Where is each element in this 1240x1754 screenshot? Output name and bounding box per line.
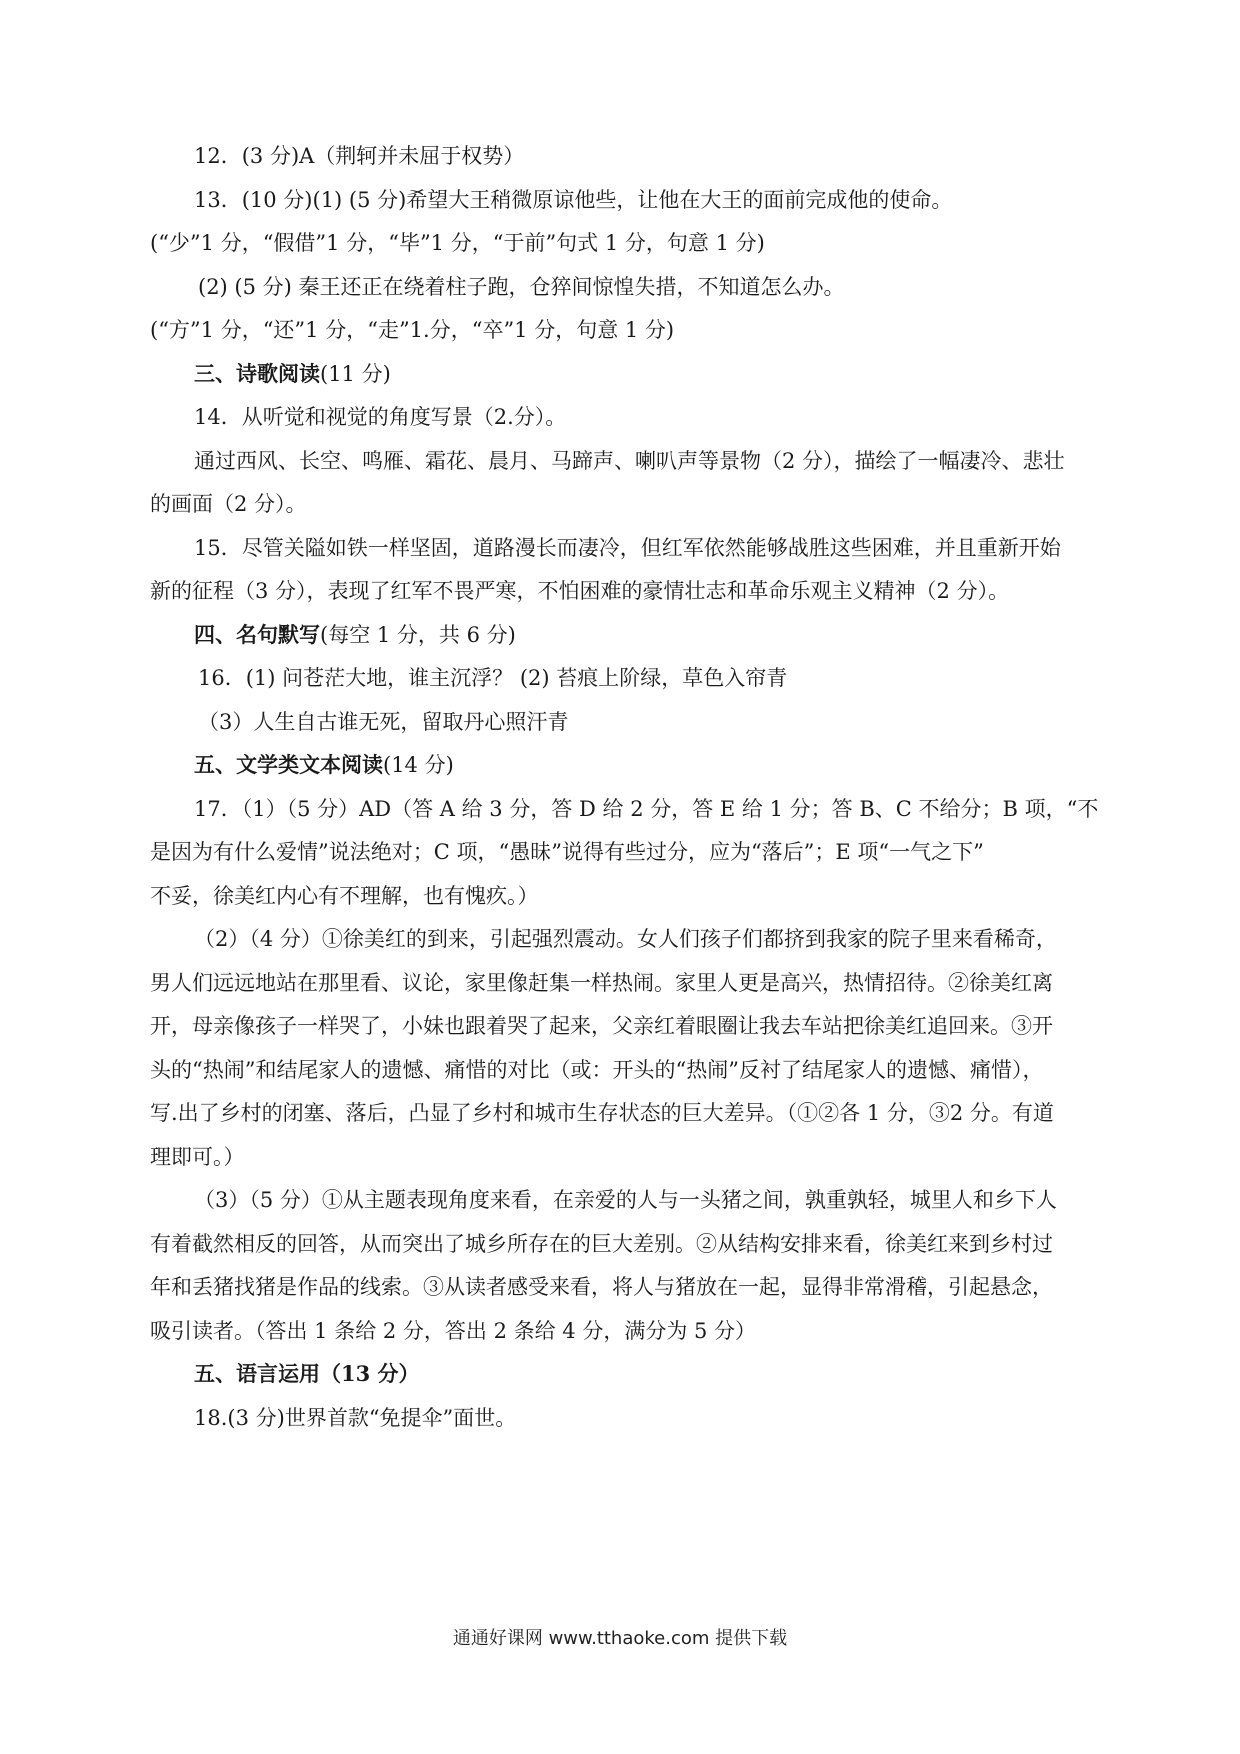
section-heading-poetry	[194, 359, 1090, 389]
answer-17-2-line-5: 写.出了乡村的闭塞、落后，凸显了乡村和城市生存状态的巨大差异。（①②各 1 分，③2 分。有道	[150, 1101, 1054, 1125]
answer-14: 14．从听觉和视觉的角度写景（2.分）。	[194, 405, 567, 429]
answer-17-1-line-2: 是因为有什么爱情”说法绝对；C 项，“愚昧”说得有些过分，应为“落后”；E 项“一气之下”	[150, 840, 984, 864]
answer-13-1-scoring: (“少”1 分，“假借”1 分，“毕”1 分，“于前”句式 1 分，句意 1 分)	[150, 231, 765, 255]
section-heading-title: 五、语言运用（13 分）	[194, 1361, 420, 1386]
page-footer: 通通好课网 www.tthaoke.com 提供下载	[452, 1628, 788, 1649]
answer-18: 18.(3 分)世界首款“免提伞”面世。	[194, 1406, 517, 1430]
answer-17-2-line-3: 开，母亲像孩子一样哭了，小妹也跟着哭了起来，父亲红着眼圈让我去车站把徐美红追回来。③开	[150, 1014, 1053, 1038]
section-heading-title: 三、诗歌阅读	[194, 361, 320, 386]
answer-14-line-1: 通过西风、长空、鸣雁、霜花、晨月、马蹄声、喇叭声等景物（2 分），描绘了一幅凄冷、悲壮	[194, 449, 1065, 473]
section-heading-title: 四、名句默写	[194, 622, 320, 647]
answer-17-2-line-1: （2）（4 分）①徐美红的到来，引起强烈震动。女人们孩子们都挤到我家的院子里来看稀奇，	[194, 927, 1057, 951]
answer-17-3-line-3: 年和丢猪找猪是作品的线索。③从读者感受来看，将人与猪放在一起，显得非常滑稽，引起悬念，	[150, 1275, 1053, 1299]
answer-12: 12．(3 分)A（荆轲并未屈于权势）	[194, 144, 525, 168]
answer-16-line-2: （3）人生自古谁无死，留取丹心照汗青	[198, 710, 569, 734]
section-heading-score: (11 分)	[320, 362, 391, 386]
answer-17-3-line-1: （3）（5 分）①从主题表现角度来看，在亲爱的人与一头猪之间，孰重孰轻，城里人和乡下人	[194, 1188, 1057, 1212]
section-heading-quotes	[194, 620, 1090, 650]
answer-17-3-line-2: 有着截然相反的回答，从而突出了城乡所存在的巨大差别。②从结构安排来看，徐美红来到乡村过	[150, 1232, 1053, 1256]
answer-17-1-line-1: 17．（1）（5 分）AD（答 A 给 3 分，答 D 给 2 分，答 E 给 1 分；答 B、C 不给分；B 项，“不	[194, 797, 1099, 821]
answer-17-2-line-4: 头的“热闹”和结尾家人的遗憾、痛惜的对比（或：开头的“热闹”反衬了结尾家人的遗憾、痛惜），	[150, 1058, 1044, 1082]
answer-17-2-line-2: 男人们远远地站在那里看、议论，家里像赶集一样热闹。家里人更是高兴，热情招待。②徐美红离	[150, 971, 1053, 995]
answer-15-line-1: 15．尽管关隘如铁一样坚固，道路漫长而凄冷，但红军依然能够战胜这些困难，并且重新开始	[194, 536, 1061, 560]
answer-15-line-2: 新的征程（3 分），表现了红军不畏严寒，不怕困难的豪情壮志和革命乐观主义精神（2 分）。	[150, 579, 1010, 603]
answer-13-2: (2) (5 分) 秦王还正在绕着柱子跑，仓猝间惊惶失措，不知道怎么办。	[198, 275, 845, 299]
answer-13-2-scoring: (“方”1 分，“还”1 分，“走”1.分，“卒”1 分，句意 1 分)	[150, 318, 675, 342]
section-heading-language	[194, 1359, 1090, 1389]
section-heading-score: (每空 1 分，共 6 分)	[320, 623, 516, 647]
section-heading-title: 五、文学类文本阅读	[194, 752, 383, 777]
section-heading-score: (14 分)	[383, 753, 454, 777]
section-heading-literary	[194, 750, 1090, 780]
answer-17-1-line-3: 不妥，徐美红内心有不理解，也有愧疚。）	[150, 884, 539, 908]
answer-16-line-1: 16．(1) 问苍茫大地，谁主沉浮？ (2) 苔痕上阶绿，草色入帘青	[198, 666, 788, 690]
answer-13-1: 13．(10 分)(1) (5 分)希望大王稍微原谅他些，让他在大王的面前完成他的使命。	[194, 188, 953, 212]
answer-17-2-line-6: 理即可。）	[150, 1145, 245, 1169]
answer-14-line-2: 的画面（2 分）。	[150, 492, 307, 516]
answer-17-3-line-4: 吸引读者。（答出 1 条给 2 分，答出 2 条给 4 分，满分为 5 分）	[150, 1319, 757, 1343]
